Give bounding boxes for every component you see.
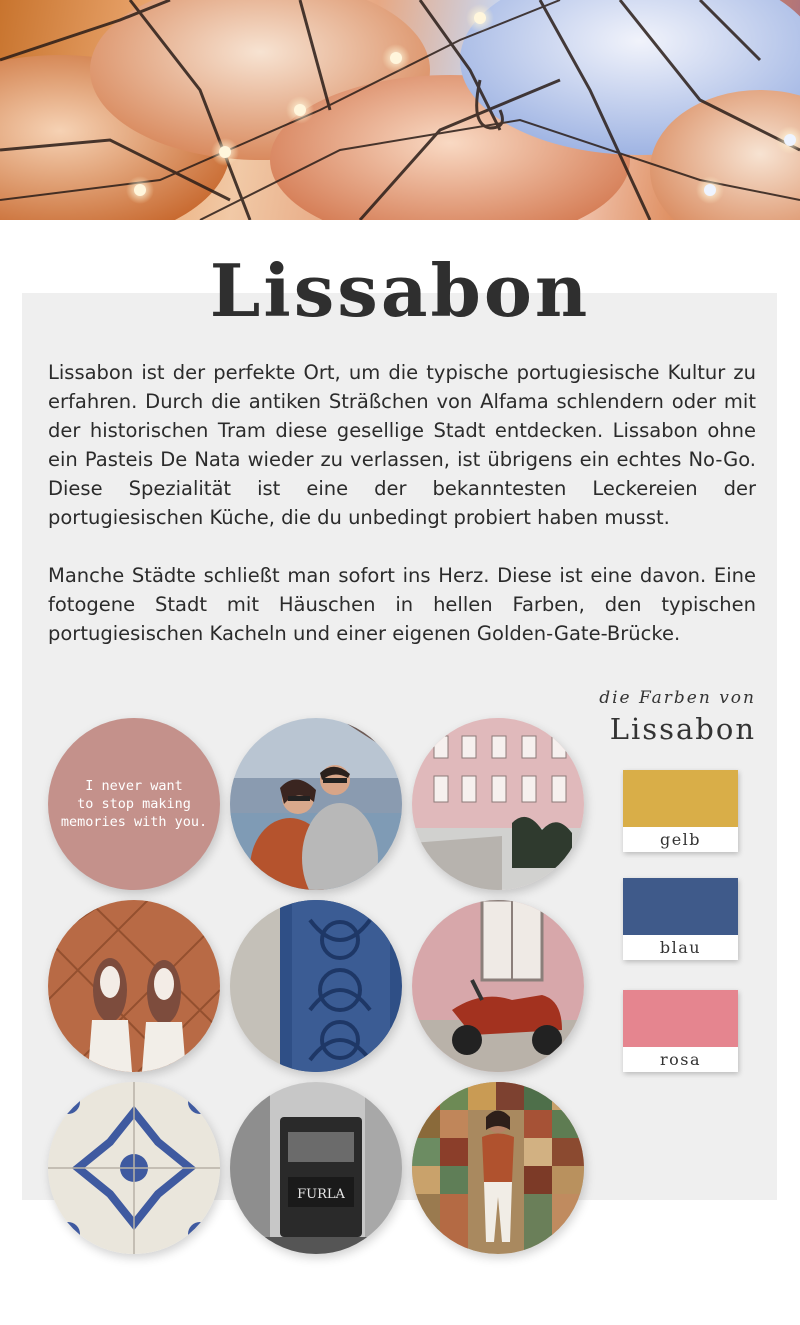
swatch-blau-label: blau (659, 938, 702, 957)
swatch-rosa-color (623, 990, 738, 1047)
red-vespa-photo (412, 900, 584, 1072)
second-paragraph: Manche Städte schließt man sofort ins Herz. Diese ist eine davon. Eine fotogene Stadt mit Häuschen in hellen Farben, den typischen portugiesischen Kacheln und einer eigenen Golden-Gate-Brücke. (48, 564, 756, 645)
swatch-gelb (623, 770, 738, 852)
quote-circle (48, 718, 220, 890)
swatch-blau-color (623, 878, 738, 935)
umbrellas-lights-photo (0, 0, 800, 220)
tram-sign-text: FURLA (297, 1187, 345, 1202)
colors-title: Lissabon (609, 712, 756, 746)
colors-subtitle: die Farben von (599, 688, 756, 708)
swatch-blau (623, 878, 738, 960)
swatch-rosa (623, 990, 738, 1072)
swatch-gelb-label: gelb (659, 830, 702, 849)
intro-paragraph: Lissabon ist der perfekte Ort, um die typische portugiesische Kultur zu erfahren. Durch die antiken Sträßchen von Alfama schlendern oder mit der historischen Tram diese gesellige Stadt entdecken. Lissabon ohne ein Pasteis De Nata wieder zu verlassen, ist übrigens ein echtes No-Go. Diese Spezialität ist eine der bekanntesten Leckereien der portugiesischen Küche, die du unbedingt probiert haben musst. (48, 361, 756, 529)
furla-tram-photo (230, 1082, 402, 1254)
page-title: Lissabon (209, 248, 591, 333)
tile-wall-photo (412, 1082, 584, 1254)
quote-text: I never want to stop making memories with you. (60, 778, 208, 830)
couple-bridge-photo (230, 718, 402, 890)
pink-building-photo (412, 718, 584, 890)
swatch-gelb-color (623, 770, 738, 827)
hero-image (0, 0, 800, 220)
shoes-tiles-photo (48, 900, 220, 1072)
swatch-rosa-label: rosa (659, 1050, 702, 1069)
blue-door-photo (230, 900, 402, 1072)
azulejo-tile-photo (48, 1082, 220, 1254)
